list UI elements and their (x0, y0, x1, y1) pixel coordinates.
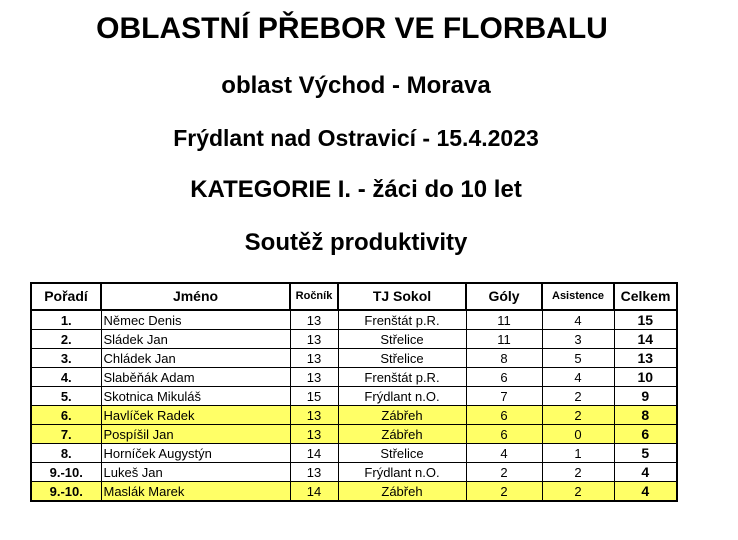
club-cell: Frýdlant n.O. (338, 387, 466, 406)
year-cell: 13 (290, 463, 338, 482)
table-body (31, 310, 677, 501)
goals-cell: 6 (466, 425, 542, 444)
table-header-row (31, 283, 677, 310)
table-row (31, 444, 677, 463)
year-cell: 13 (290, 310, 338, 330)
name-cell: Chládek Jan (101, 349, 290, 368)
goals-cell: 2 (466, 482, 542, 502)
total-cell: 15 (614, 310, 677, 330)
col-header-name: Jméno (101, 283, 290, 310)
year-cell: 15 (290, 387, 338, 406)
total-cell: 14 (614, 330, 677, 349)
total-cell: 4 (614, 463, 677, 482)
club-cell: Střelice (338, 330, 466, 349)
club-cell: Zábřeh (338, 482, 466, 502)
name-cell: Pospíšil Jan (101, 425, 290, 444)
rank-cell: 3. (31, 349, 101, 368)
year-cell: 13 (290, 425, 338, 444)
rank-cell: 2. (31, 330, 101, 349)
goals-cell: 6 (466, 406, 542, 425)
goals-cell: 7 (466, 387, 542, 406)
name-cell: Slaběňák Adam (101, 368, 290, 387)
club-cell: Frýdlant n.O. (338, 463, 466, 482)
region-subtitle: oblast Východ - Morava (221, 72, 491, 99)
category-heading: KATEGORIE I. - žáci do 10 let (190, 176, 522, 203)
year-cell: 14 (290, 482, 338, 502)
rank-cell: 4. (31, 368, 101, 387)
assists-cell: 4 (542, 310, 614, 330)
col-header-total: Celkem (614, 283, 677, 310)
rank-cell: 6. (31, 406, 101, 425)
col-header-goals: Góly (466, 283, 542, 310)
total-cell: 8 (614, 406, 677, 425)
table-row (31, 482, 677, 502)
assists-cell: 2 (542, 482, 614, 502)
total-cell: 4 (614, 482, 677, 502)
year-cell: 13 (290, 368, 338, 387)
page-title: OBLASTNÍ PŘEBOR VE FLORBALU (96, 12, 608, 45)
name-cell: Lukeš Jan (101, 463, 290, 482)
table-row (31, 406, 677, 425)
name-cell: Horníček Augystýn (101, 444, 290, 463)
assists-cell: 2 (542, 406, 614, 425)
total-cell: 10 (614, 368, 677, 387)
goals-cell: 6 (466, 368, 542, 387)
col-header-rank: Pořadí (31, 283, 101, 310)
name-cell: Skotnica Mikuláš (101, 387, 290, 406)
name-cell: Sládek Jan (101, 330, 290, 349)
assists-cell: 5 (542, 349, 614, 368)
assists-cell: 1 (542, 444, 614, 463)
rank-cell: 7. (31, 425, 101, 444)
club-cell: Frenštát p.R. (338, 310, 466, 330)
place-date: Frýdlant nad Ostravicí - 15.4.2023 (173, 125, 539, 151)
club-cell: Střelice (338, 349, 466, 368)
club-cell: Frenštát p.R. (338, 368, 466, 387)
year-cell: 13 (290, 349, 338, 368)
total-cell: 6 (614, 425, 677, 444)
col-header-year: Ročník (290, 283, 338, 310)
year-cell: 14 (290, 444, 338, 463)
goals-cell: 11 (466, 330, 542, 349)
club-cell: Zábřeh (338, 406, 466, 425)
total-cell: 13 (614, 349, 677, 368)
goals-cell: 4 (466, 444, 542, 463)
assists-cell: 3 (542, 330, 614, 349)
rank-cell: 9.-10. (31, 482, 101, 502)
rank-cell: 9.-10. (31, 463, 101, 482)
rank-cell: 1. (31, 310, 101, 330)
assists-cell: 0 (542, 425, 614, 444)
col-header-club: TJ Sokol (338, 283, 466, 310)
table-row (31, 387, 677, 406)
total-cell: 9 (614, 387, 677, 406)
table-row (31, 425, 677, 444)
club-cell: Střelice (338, 444, 466, 463)
rank-cell: 5. (31, 387, 101, 406)
year-cell: 13 (290, 330, 338, 349)
total-cell: 5 (614, 444, 677, 463)
results-table (30, 282, 678, 502)
assists-cell: 2 (542, 387, 614, 406)
competition-heading: Soutěž produktivity (244, 229, 468, 256)
year-cell: 13 (290, 406, 338, 425)
name-cell: Havlíček Radek (101, 406, 290, 425)
rank-cell: 8. (31, 444, 101, 463)
table-row (31, 330, 677, 349)
table-row (31, 463, 677, 482)
col-header-assists: Asistence (542, 283, 614, 310)
name-cell: Maslák Marek (101, 482, 290, 502)
name-cell: Němec Denis (101, 310, 290, 330)
goals-cell: 11 (466, 310, 542, 330)
club-cell: Zábřeh (338, 425, 466, 444)
goals-cell: 8 (466, 349, 542, 368)
table-row (31, 368, 677, 387)
assists-cell: 2 (542, 463, 614, 482)
table-row (31, 310, 677, 330)
assists-cell: 4 (542, 368, 614, 387)
goals-cell: 2 (466, 463, 542, 482)
table-row (31, 349, 677, 368)
